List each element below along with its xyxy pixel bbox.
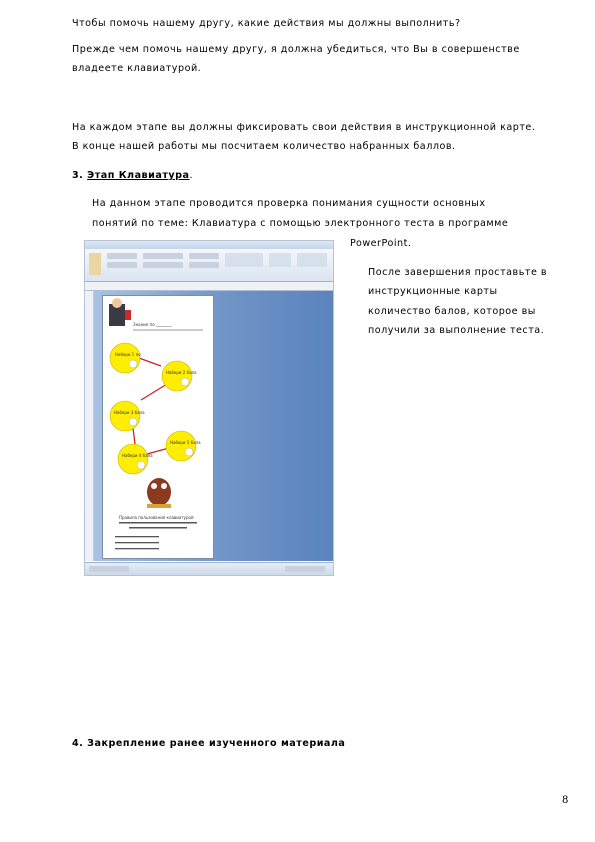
owl-illustration: [147, 478, 171, 508]
section3-dot: .: [189, 170, 194, 181]
section3-number: 3.: [72, 170, 84, 181]
powerpoint-screenshot: [84, 240, 334, 576]
section3-title: Этап Клавиатура: [87, 170, 190, 181]
section4-number: 4.: [72, 738, 84, 749]
section3-text-line2: понятий по теме: Клавиатура с помощью электронного теста в программе: [92, 218, 509, 229]
side-note-line1: После завершения проставьте в: [368, 267, 548, 278]
section4-heading: [72, 738, 345, 750]
ribbon-toolbar: [85, 249, 333, 282]
slides-pane: [85, 291, 94, 561]
instruction-text: На каждом этапе вы должны фиксировать свои действия в инструкционной карте.: [72, 122, 536, 133]
slide-caption: Правила пользования клавиатурой: [119, 515, 194, 520]
bubble-label-2: Набери 2 бала: [166, 370, 197, 375]
tab-strip: [85, 282, 333, 291]
section3-text-line1: На данном этапе проводится проверка понимания сущности основных: [92, 198, 486, 209]
section3-text-line3: PowerPoint.: [350, 238, 412, 249]
slide-heading: Знание по ________: [133, 322, 172, 327]
score-text: В конце нашей работы мы посчитаем количество набранных баллов.: [72, 141, 456, 152]
side-note-line4: получили за выполнение теста.: [368, 325, 545, 336]
slide-page: [102, 295, 214, 559]
side-note-line3: количество балов, которое вы: [368, 306, 536, 317]
character-illustration: [109, 298, 131, 326]
slide-stage: [94, 291, 333, 561]
side-note-line2: инструкционные карты: [368, 286, 498, 297]
page-number: 8: [562, 795, 569, 806]
bubble-label-4: Набери 4 бала: [122, 453, 153, 458]
bubble-label-3: Набери 3 бала: [114, 410, 145, 415]
intro-text-line2: владеете клавиатурой.: [72, 63, 202, 74]
intro-text-line1: Прежде чем помочь нашему другу, я должна убедиться, что Вы в совершенстве: [72, 44, 520, 55]
section4-title: Закрепление ранее изученного материала: [87, 738, 346, 749]
window-titlebar: [85, 241, 333, 249]
section3-heading: [72, 170, 193, 182]
bubble-label-1: Набери 1 по: [115, 352, 141, 357]
status-bar: [85, 562, 333, 576]
intro-question: Чтобы помочь нашему другу, какие действия мы должны выполнить?: [72, 18, 461, 29]
bubble-label-5: Набери 5 бала: [170, 440, 201, 445]
